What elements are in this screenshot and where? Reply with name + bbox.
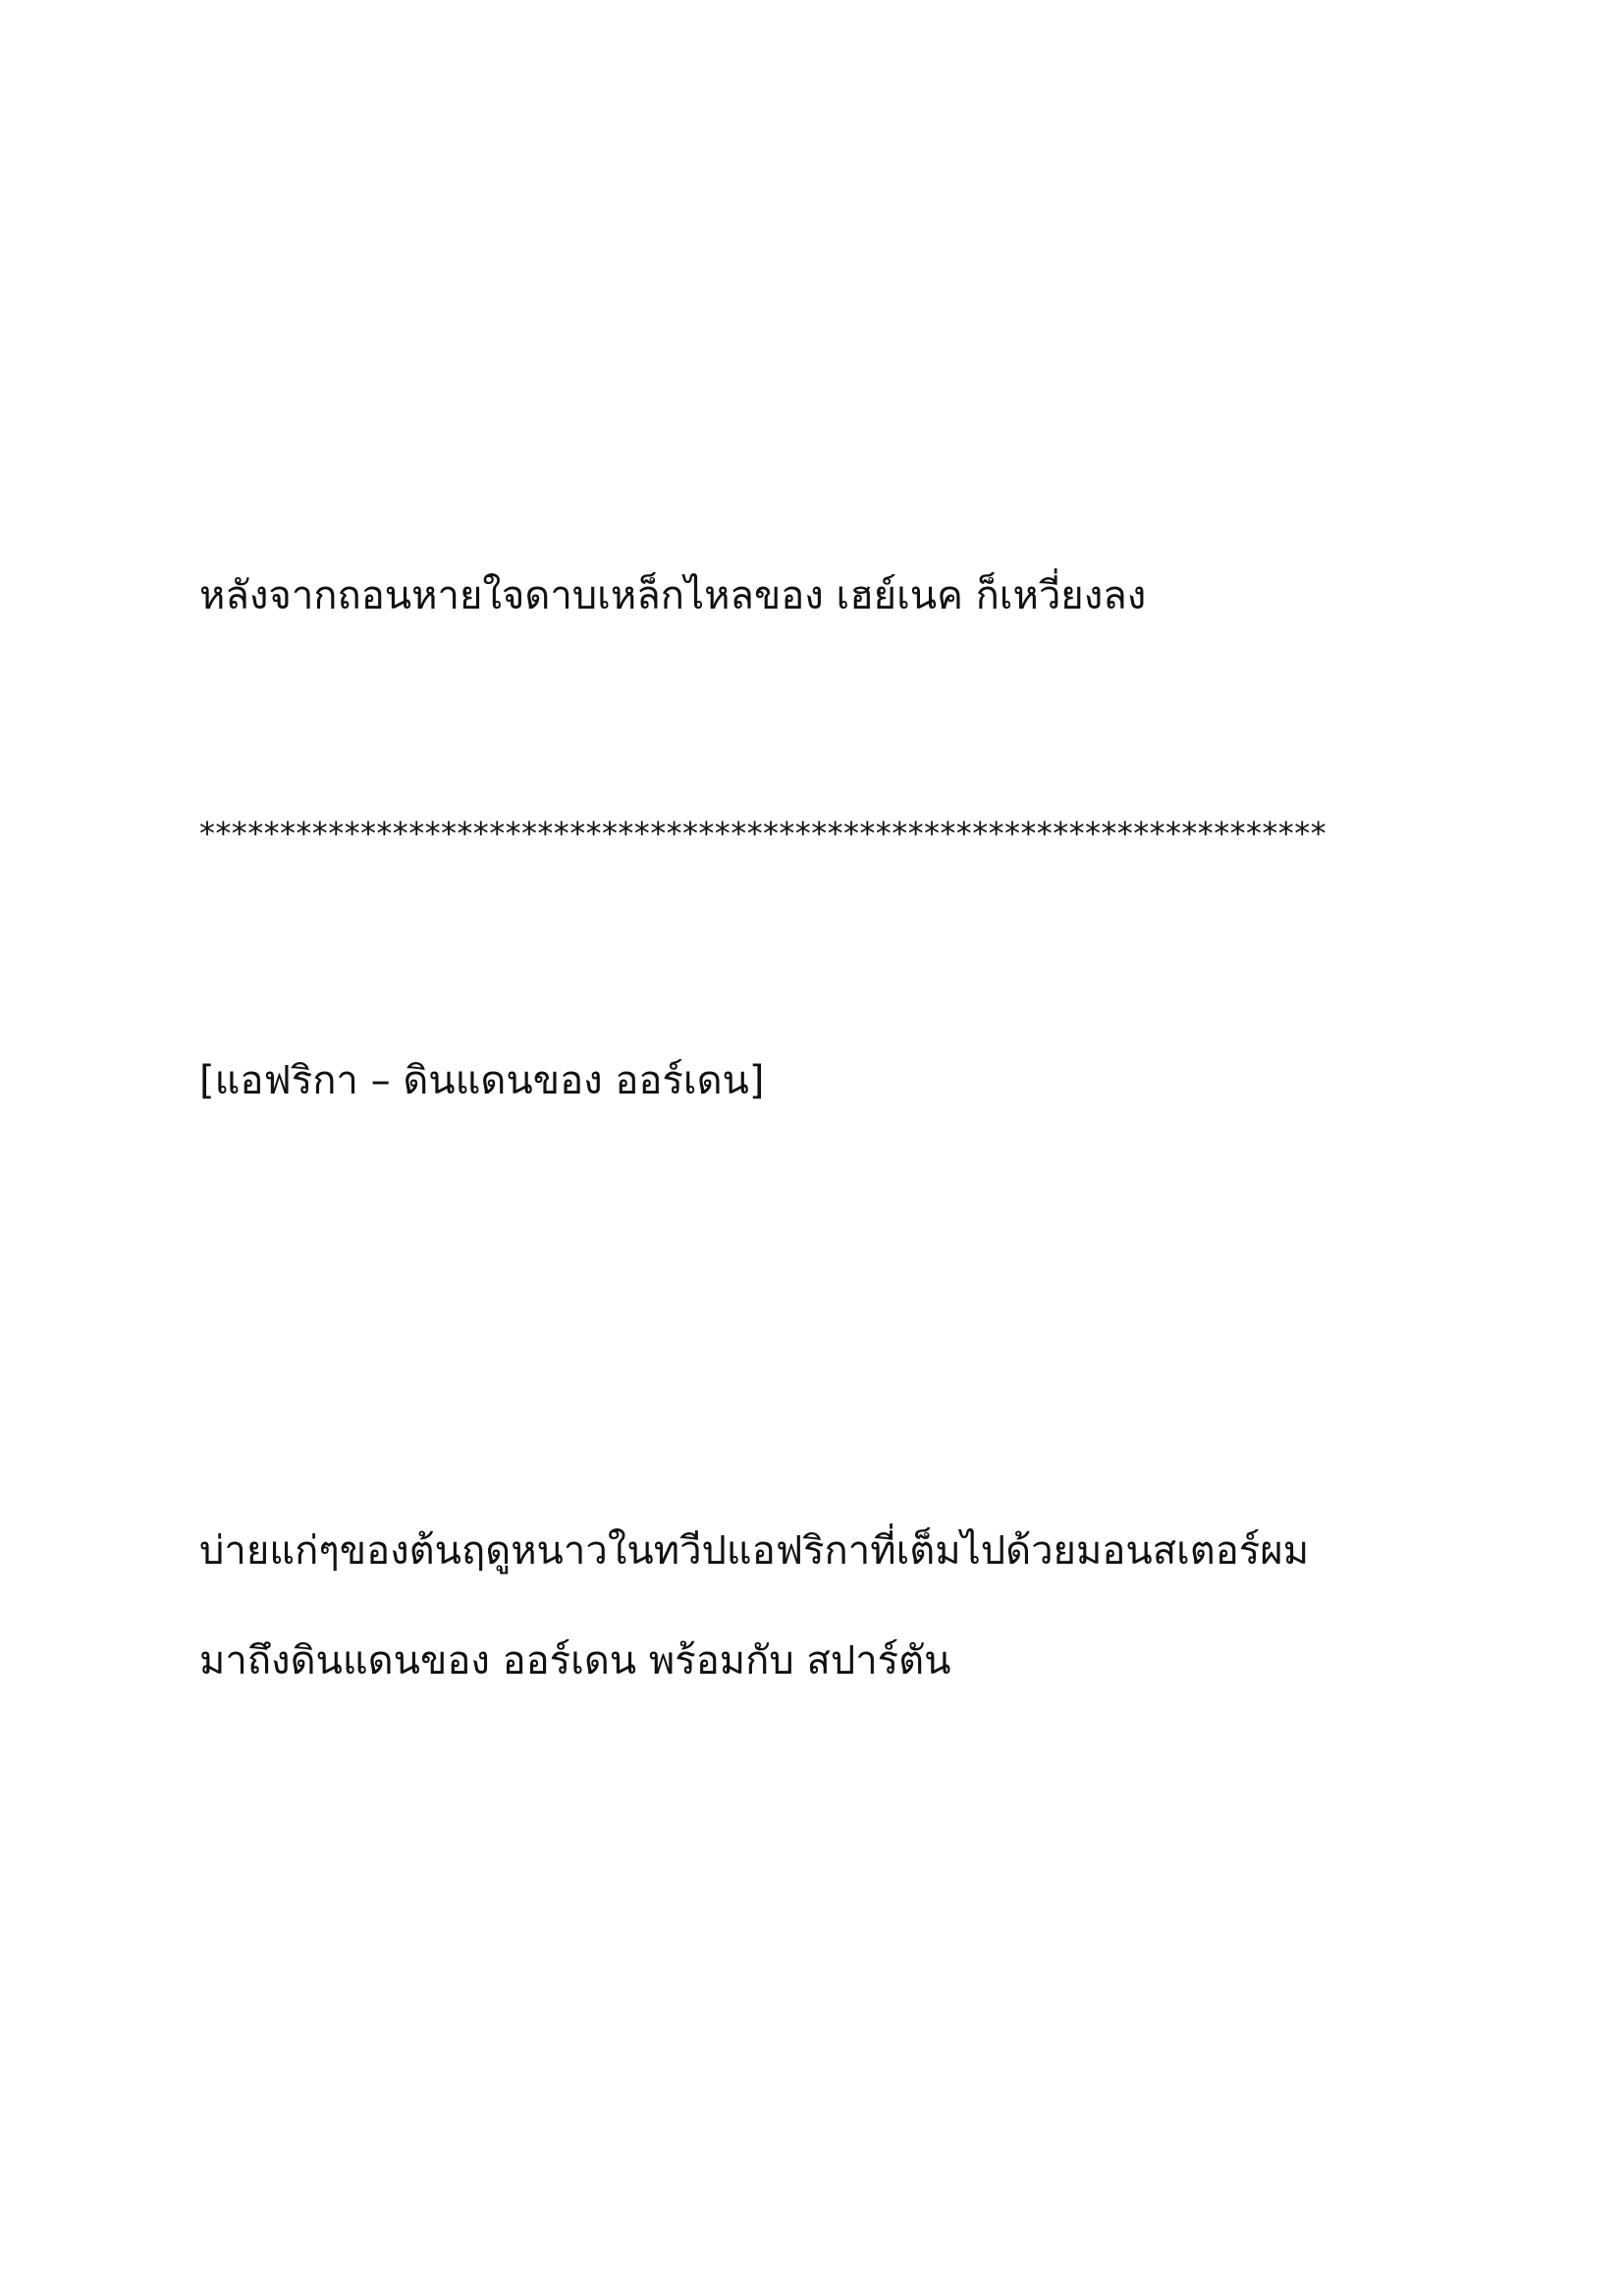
paragraph-text: หลังจากถอนหายใจดาบเหล็กไหลของ เฮย์เนค ก็เหวี่ยงลง: [199, 573, 1147, 618]
paragraph-text: มาถึงดินแดนของ ออร์เดน พร้อมกับ สปาร์ตัน: [199, 1638, 951, 1683]
paragraph-text: บ่ายแก่ๆของต้นฤดูหนาวในทวีปแอฟริกาที่เต็มไปด้วยมอนสเตอร์ผม: [199, 1528, 1310, 1574]
scene-heading: [แอฟริกา – ดินแดนของ ออร์เดน]: [199, 1058, 765, 1103]
section-separator: **********************************************************************: [199, 815, 1326, 852]
